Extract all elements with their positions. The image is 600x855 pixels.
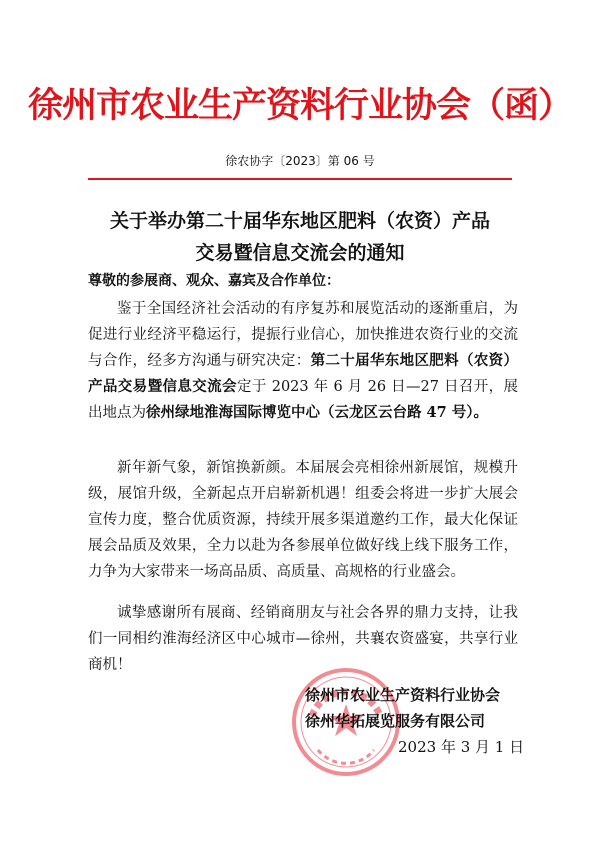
red-divider bbox=[88, 178, 512, 180]
salutation: 尊敬的参展商、观众、嘉宾及合作单位： bbox=[88, 273, 340, 289]
paragraph-1-intro: 鉴于全国经济社会活动的有序复苏和展览活动的逐渐重启，为促进行业经济平稳运行，提振行业信心，加快推进农资行业的交流与合作，经多方沟通与研究决定： bbox=[88, 301, 518, 369]
paragraph-1 bbox=[88, 296, 518, 426]
signature-date: 2023 年 3 月 1 日 bbox=[398, 738, 525, 756]
signature-org-2: 徐州华拓展览服务有限公司 bbox=[305, 712, 486, 730]
event-venue: 徐州绿地淮海国际博览中心 bbox=[146, 404, 320, 421]
document-number: 徐农协字〔2023〕第 06 号 bbox=[225, 154, 375, 168]
event-date: 定于 2023 年 6 月 26 日—27 日召开，展出地点为 bbox=[88, 379, 519, 421]
notice-title-line1: 关于举办第二十届华东地区肥料（农资）产品 bbox=[109, 210, 490, 232]
notice-title-line2: 交易暨信息交流会的通知 bbox=[195, 242, 405, 264]
event-name: 第二十届华东地区肥料（农资）产品交易暨信息交流会 bbox=[88, 352, 519, 395]
paragraph-3: 诚挚感谢所有展商、经销商朋友与社会各界的鼎力支持，让我们一同相约淮海经济区中心城市—徐州，共襄农资盛宴，共享行业商机！ bbox=[88, 605, 518, 673]
event-address: （云龙区云台路 47 号）。 bbox=[320, 404, 489, 421]
signature-org-1: 徐州市农业生产资料行业协会 bbox=[305, 686, 501, 704]
paragraph-2: 新年新气象，新馆换新颜。本届展会亮相徐州新展馆，规模升级，展馆升级，全新起点开启崭新机遇！组委会将进一步扩大展会宣传力度，整合优质资源，持续开展多渠道邀约工作，最大化保证展会品质及效果，全力以赴为各参展单位做好线上线下服务工作，力争为大家带来一场高品质、高质量、高规格的行业盛会。 bbox=[88, 460, 518, 580]
letterhead-title: 徐州市农业生产资料行业协会（函） bbox=[27, 85, 572, 126]
